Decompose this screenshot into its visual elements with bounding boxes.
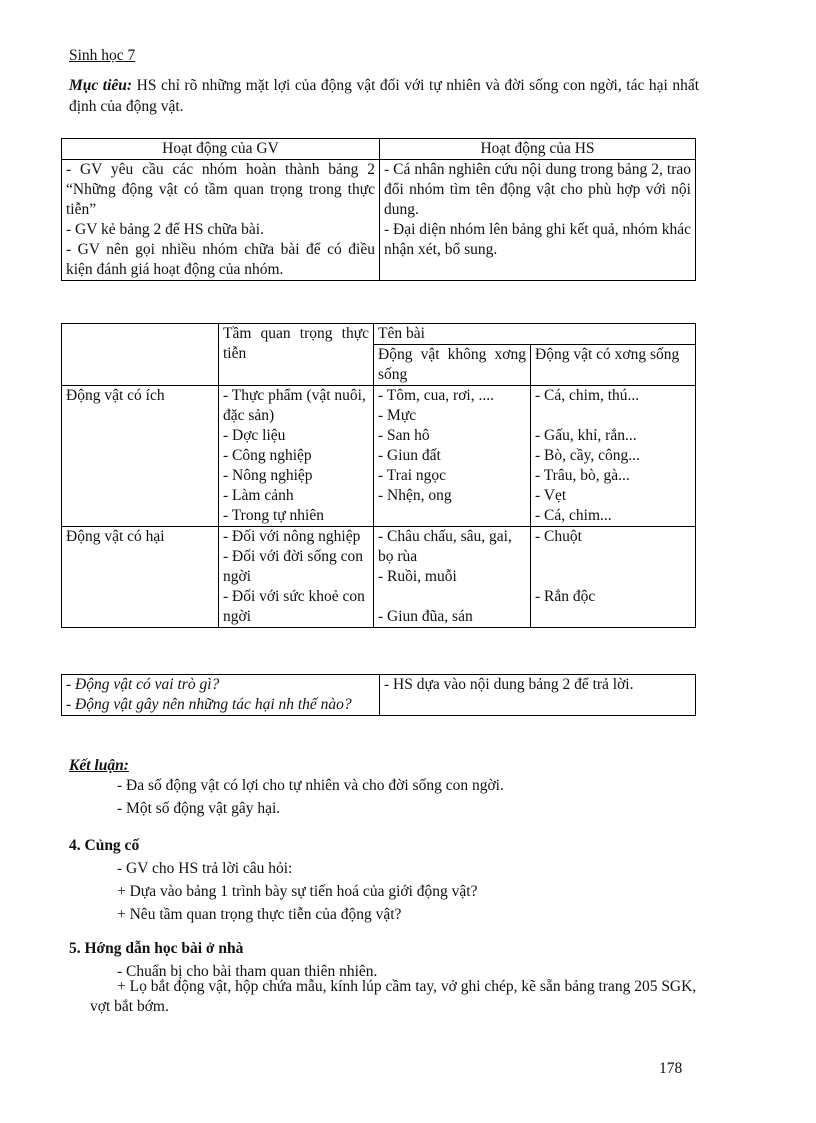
page-header: Sinh học 7 (69, 47, 136, 64)
invert-item: - Châu chấu, sâu, gai, bọ rùa (378, 528, 512, 565)
importance-item: - Đối với nông nghiệp (223, 528, 361, 545)
vert-item: - Rắn độc (535, 588, 596, 605)
harmful-importance (219, 527, 374, 628)
importance-item: - Thực phẩm (vật nuôi, đặc sản) (223, 387, 366, 424)
importance-item: - Làm cảnh (223, 487, 294, 504)
invert-item: - Nhện, ong (378, 487, 452, 504)
invert-item: - Giun đũa, sán (378, 608, 473, 625)
col-invertebrate: Động vật không xơng sống (374, 345, 531, 386)
conclusion-item: - Đa số động vật có lợi cho tự nhiên và cho đời sống con ngời. (117, 777, 504, 794)
col-vertebrate: Động vật có xơng sống (531, 345, 696, 386)
vert-item: - Cá, chim... (535, 507, 612, 524)
spacer (378, 587, 526, 607)
header-gv: Hoạt động của GV (62, 139, 380, 160)
invert-item: - Tôm, cua, rơi, .... (378, 387, 494, 404)
answer-cell: - HS dựa vào nội dung bảng 2 để trả lời. (380, 675, 696, 716)
page-number: 178 (659, 1060, 683, 1077)
empty-corner (62, 324, 219, 386)
useful-invertebrates (374, 386, 531, 527)
row-harmful-label: Động vật có hại (62, 527, 219, 628)
questions-cell (62, 675, 380, 716)
importance-item: - Trong tự nhiên (223, 507, 324, 524)
gv-activity: - GV kẻ bảng 2 để HS chữa bài. (66, 221, 264, 238)
objective-text: HS chỉ rõ những mặt lợi của động vật đối với tự nhiên và đời sống con ngời, tác hại nhất định của động vật. (69, 77, 700, 115)
hs-activity: - Cá nhân nghiên cứu nội dung trong bảng 2, trao đổi nhóm tìm tên động vật cho phù hợp với nội dung. (384, 161, 691, 218)
vert-item: - Gấu, khỉ, rắn... (535, 427, 637, 444)
useful-importance (219, 386, 374, 527)
vert-item: - Chuột (535, 528, 582, 545)
invert-item: - Mực (378, 407, 417, 424)
invert-item: - Trai ngọc (378, 467, 447, 484)
consolidate-item: + Nêu tầm quan trọng thực tiễn của động vật? (117, 906, 402, 923)
hs-activity: - Đại diện nhóm lên bảng ghi kết quả, nhóm khác nhận xét, bổ sung. (384, 221, 691, 258)
hs-activities (380, 160, 696, 281)
invert-item: - San hô (378, 427, 430, 444)
importance-table (61, 323, 696, 628)
invert-item: - Ruồi, muỗi (378, 568, 457, 585)
row-useful-label: Động vật có ích (62, 386, 219, 527)
objective-label: Mục tiêu: (69, 77, 133, 94)
activity-table (61, 138, 696, 281)
invert-item: - Giun đất (378, 447, 441, 464)
homework-item: - Chuẩn bị cho bài tham quan thiên nhiên. (117, 963, 378, 980)
question: - Động vật có vai trò gì? (66, 676, 220, 693)
question: - Động vật gây nên những tác hại nh thế nào? (66, 696, 352, 713)
gv-activities (62, 160, 380, 281)
importance-item: - Đối với sức khoẻ con ngời (223, 588, 365, 625)
col-name: Tên bài (374, 324, 696, 345)
harmful-vertebrates (531, 527, 696, 628)
harmful-invertebrates (374, 527, 531, 628)
gv-activity: - GV nên gọi nhiều nhóm chữa bài để có điều kiện đánh giá hoạt động của nhóm. (66, 241, 375, 278)
importance-item: - Công nghiệp (223, 447, 312, 464)
vert-item: - Vẹt (535, 487, 567, 504)
vert-item: - Bò, cầy, công... (535, 447, 640, 464)
consolidate-item: + Dựa vào bảng 1 trình bày sự tiến hoá của giới động vật? (117, 883, 478, 900)
conclusion-list (117, 774, 504, 820)
consolidate-item: - GV cho HS trả lời câu hỏi: (117, 860, 293, 877)
consolidate-title: 4. Củng cố (69, 837, 140, 854)
homework-title: 5. Hớng dẫn học bài ở nhà (69, 940, 244, 957)
objective (69, 75, 699, 117)
consolidate-list (117, 857, 477, 926)
gv-activity: - GV yêu cầu các nhóm hoàn thành bảng 2 “Những động vật có tầm quan trọng trong thực tiễn” (66, 161, 375, 218)
spacer (535, 406, 691, 426)
col-importance: Tầm quan trọng thực tiễn (219, 324, 374, 386)
header-hs: Hoạt động của HS (380, 139, 696, 160)
useful-vertebrates (531, 386, 696, 527)
question-table (61, 674, 696, 716)
homework-item: + Lọ bắt động vật, hộp chứa mẫu, kính lúp cầm tay, vở ghi chép, kẽ sẵn bảng trang 205 SGK, vợt bắt bớm. (90, 978, 697, 1015)
vert-item: - Trâu, bò, gà... (535, 467, 630, 484)
spacer (535, 547, 691, 587)
conclusion-item: - Một số động vật gây hại. (117, 800, 281, 817)
importance-item: - Dợc liệu (223, 427, 286, 444)
importance-item: - Đối với đời sống con ngời (223, 548, 363, 585)
conclusion-title: Kết luận: (69, 757, 129, 774)
vert-item: - Cá, chim, thú... (535, 387, 640, 404)
importance-item: - Nông nghiệp (223, 467, 313, 484)
